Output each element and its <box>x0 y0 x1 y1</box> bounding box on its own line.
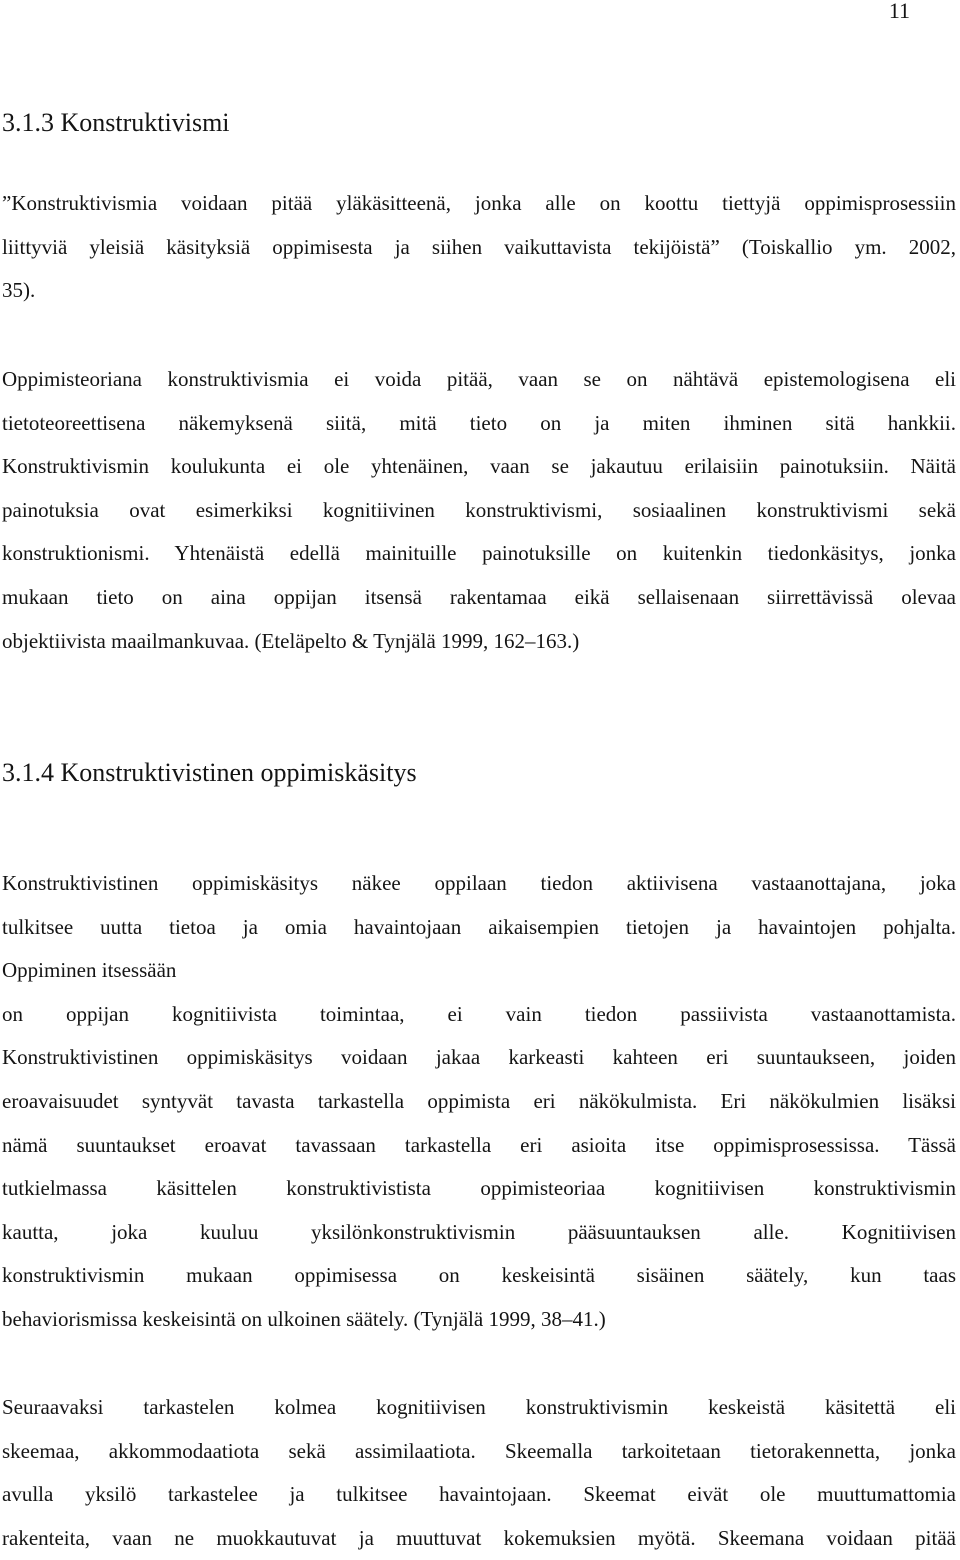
text-line: painotuksia ovat esimerkiksi kognitiivinen konstruktivismi, sosiaalinen konstruktivismi sekä <box>2 497 956 522</box>
body-paragraph <box>2 1386 956 1560</box>
text-line: Oppimisteoriana konstruktivismia ei voida pitää, vaan se on nähtävä epistemologisena eli <box>2 367 956 391</box>
text-line: Oppiminen itsessään <box>2 958 177 983</box>
body-paragraph <box>2 862 956 1342</box>
quote-paragraph <box>2 182 956 313</box>
text-line: konstruktivismin mukaan oppimisessa on keskeisintä sisäinen säätely, kun taas <box>2 1263 956 1288</box>
text-line: 35). <box>2 278 36 303</box>
text-line: behaviorismissa keskeisintä on ulkoinen säätely. (Tynjälä 1999, 38–41.) <box>2 1306 606 1331</box>
section-heading-3-1-4: 3.1.4 Konstruktivistinen oppimiskäsitys <box>2 758 417 787</box>
text-line: nämä suuntaukset eroavat tavassaan tarkastella eri asioita itse oppimisprosessissa. Tässä <box>2 1132 956 1157</box>
text-line: liittyviä yleisiä käsityksiä oppimisesta ja siihen vaikuttavista tekijöistä” (Toiskallio ym. 2002, <box>2 234 956 259</box>
text-line: skeemaa, akkommodaatiota sekä assimilaatiota. Skeemalla tarkoitetaan tietorakennetta, jonka <box>2 1438 956 1463</box>
text-line: ”Konstruktivismia voidaan pitää yläkäsitteenä, jonka alle on koottu tiettyjä oppimisprosessiin <box>2 191 956 215</box>
text-line: Konstruktivismin koulukunta ei ole yhtenäinen, vaan se jakautuu erilaisiin painotuksiin. Näitä <box>2 454 956 479</box>
text-line: tulkitsee uutta tietoa ja omia havaintojaan aikaisempien tietojen ja havaintojen pohjalta. <box>2 914 956 939</box>
text-line: Seuraavaksi tarkastelen kolmea kognitiivisen konstruktivismin keskeistä käsitettä eli <box>2 1395 956 1419</box>
text-line: kautta, joka kuuluu yksilönkonstruktivismin pääsuuntauksen alle. Kognitiivisen <box>2 1219 956 1244</box>
text-line: mukaan tieto on aina oppijan itsensä rakentamaa eikä sellaisenaan siirrettävissä olevaa <box>2 584 956 609</box>
text-line: tutkielmassa käsittelen konstruktivistista oppimisteoriaa kognitiivisen konstruktivismin <box>2 1176 956 1201</box>
text-line: avulla yksilö tarkastelee ja tulkitsee havaintojaan. Skeemat eivät ole muuttumattomia <box>2 1482 956 1507</box>
text-line: on oppijan kognitiivista toimintaa, ei vain tiedon passiivista vastaanottamista. <box>2 1001 956 1026</box>
text-line: rakenteita, vaan ne muokkautuvat ja muuttuvat kokemuksien myötä. Skeemana voidaan pitää <box>2 1525 956 1550</box>
text-line: Konstruktivistinen oppimiskäsitys voidaan jakaa karkeasti kahteen eri suuntaukseen, joiden <box>2 1045 956 1070</box>
page-number: 11 <box>888 0 910 23</box>
body-paragraph <box>2 358 956 663</box>
text-line: eroavaisuudet syntyvät tavasta tarkastella oppimista eri näkökulmista. Eri näkökulmien lisäksi <box>2 1088 956 1113</box>
text-line: konstruktionismi. Yhtenäistä edellä mainituille painotuksille on kuitenkin tiedonkäsitys, jonka <box>2 541 956 566</box>
text-line: tietoteoreettisena näkemyksenä siitä, mitä tieto on ja miten ihminen sitä hankkii. <box>2 410 956 435</box>
text-line: objektiivista maailmankuvaa. (Eteläpelto & Tynjälä 1999, 162–163.) <box>2 628 580 653</box>
text-line: Konstruktivistinen oppimiskäsitys näkee oppilaan tiedon aktiivisena vastaanottajana, joka <box>2 871 956 895</box>
section-heading-3-1-3: 3.1.3 Konstruktivismi <box>2 108 230 137</box>
